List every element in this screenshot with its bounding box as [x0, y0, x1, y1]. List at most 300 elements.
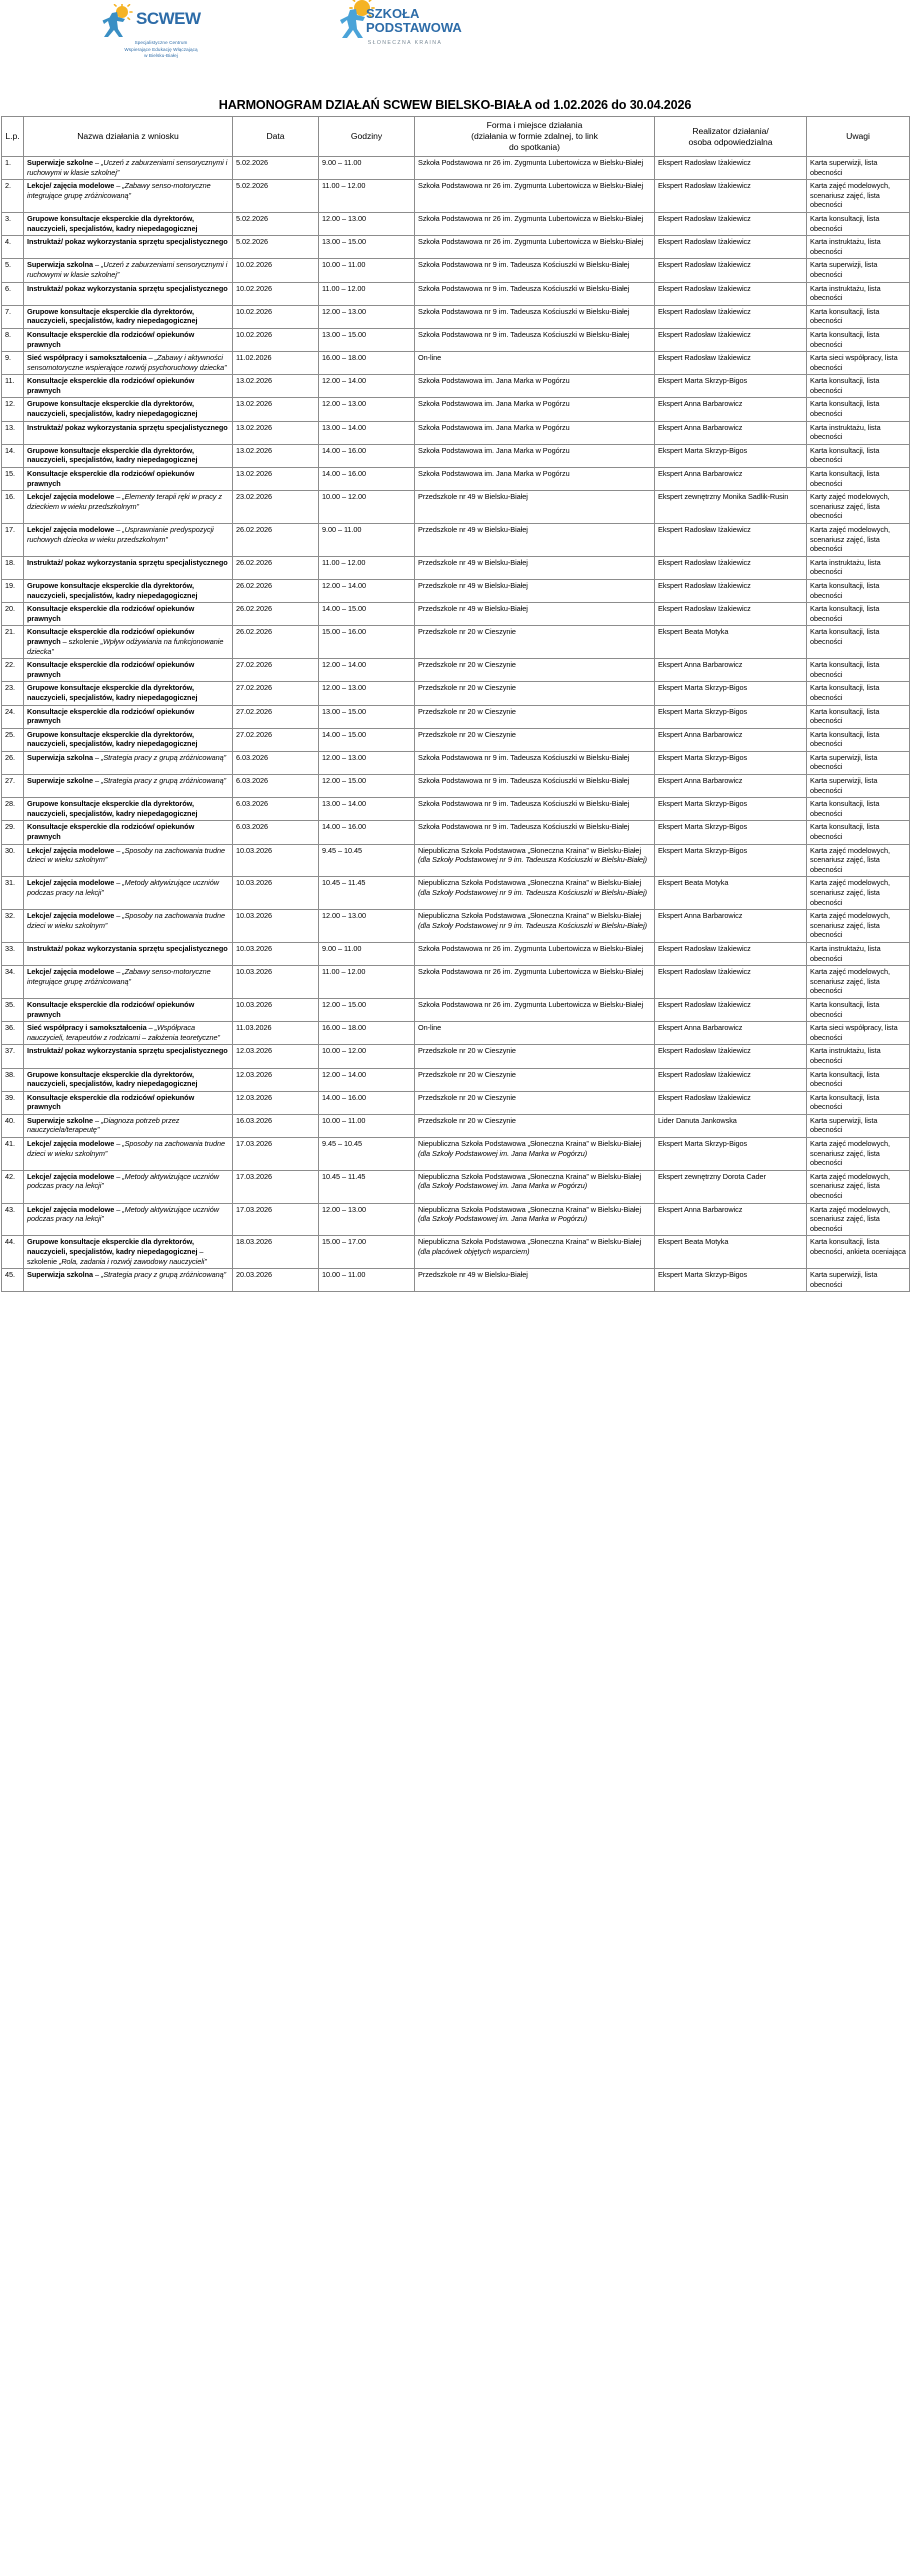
activity-name-dash: – — [93, 260, 101, 270]
activity-name-italic: „Uczeń z zaburzeniami sensorycznymi i ruchowymi w klasie szkolnej” — [27, 260, 228, 279]
activity-name-bold: Lekcje/ zajęcia modelowe — [27, 967, 115, 977]
svg-text:PODSTAWOWA: PODSTAWOWA — [366, 20, 462, 35]
form-location: Przedszkole nr 20 w Cieszynie — [418, 706, 516, 716]
cell-notes: Karta superwizji, lista obecności — [807, 157, 910, 180]
activity-name-bold: Lekcje/ zajęcia modelowe — [27, 878, 115, 888]
activity-name-italic: „Metody aktywizujące uczniów podczas pracy na lekcji” — [27, 1204, 219, 1224]
cell-realizer: Ekspert Radosław Iżakiewicz — [655, 236, 807, 259]
cell-form — [415, 798, 655, 821]
cell-date: 10.03.2026 — [233, 966, 319, 999]
activity-name-bold: Konsultacje eksperckie dla rodziców/ opiekunów prawnych — [27, 627, 195, 646]
cell-realizer: Ekspert Beata Motyka — [655, 877, 807, 910]
table-row — [2, 180, 910, 213]
cell-date: 20.03.2026 — [233, 1269, 319, 1292]
cell-notes: Karta zajęć modelowych, scenariusz zajęć, lista obecności — [807, 910, 910, 943]
cell-time: 9.45 – 10.45 — [319, 1138, 415, 1171]
cell-lp: 20. — [2, 603, 24, 626]
form-location: Szkoła Podstawowa im. Jana Marka w Pogórzu — [418, 422, 570, 432]
cell-notes: Karta konsultacji, lista obecności — [807, 375, 910, 398]
cell-name — [24, 157, 233, 180]
scwew-subtitle-line-2: Wspierające Edukację Włączającą — [124, 46, 198, 52]
cell-lp: 31. — [2, 877, 24, 910]
table-row — [2, 375, 910, 398]
table-row — [2, 942, 910, 965]
cell-lp: 35. — [2, 998, 24, 1021]
form-location-note: (dla Szkoły Podstawowej nr 9 im. Tadeusza Kościuszki w Bielsku-Białej) — [418, 855, 648, 865]
cell-time: 15.00 – 16.00 — [319, 626, 415, 659]
cell-time: 14.00 – 15.00 — [319, 603, 415, 626]
table-row — [2, 659, 910, 682]
cell-name — [24, 844, 233, 877]
cell-form — [415, 579, 655, 602]
cell-realizer: Ekspert Radosław Iżakiewicz — [655, 305, 807, 328]
cell-date: 6.03.2026 — [233, 798, 319, 821]
activity-name-bold: Lekcje/ zajęcia modelowe — [27, 845, 115, 855]
cell-notes: Karta superwizji, lista obecności — [807, 775, 910, 798]
table-row — [2, 212, 910, 235]
cell-notes: Karta konsultacji, lista obecności — [807, 659, 910, 682]
cell-date: 13.02.2026 — [233, 468, 319, 491]
activity-name-dash: – — [114, 525, 123, 534]
cell-name — [24, 491, 233, 524]
cell-lp: 43. — [2, 1203, 24, 1236]
table-row — [2, 1269, 910, 1292]
cell-name — [24, 1203, 233, 1236]
cell-time: 13.00 – 15.00 — [319, 236, 415, 259]
cell-realizer: Ekspert Radosław Iżakiewicz — [655, 1045, 807, 1068]
cell-name — [24, 1170, 233, 1203]
table-row — [2, 259, 910, 282]
cell-realizer: Ekspert Marta Skrzyp-Bigos — [655, 821, 807, 844]
cell-notes: Karta konsultacji, lista obecności — [807, 1091, 910, 1114]
cell-name — [24, 728, 233, 751]
cell-time: 16.00 – 18.00 — [319, 1022, 415, 1045]
form-location: Przedszkole nr 20 w Cieszynie — [418, 1069, 516, 1079]
activity-name-dash: – — [114, 1171, 123, 1181]
cell-name — [24, 1068, 233, 1091]
svg-text:SCWEW: SCWEW — [136, 9, 201, 28]
activity-name-bold: Konsultacje eksperckie dla rodziców/ opiekunów prawnych — [27, 329, 195, 349]
form-location: Niepubliczna Szkoła Podstawowa „Słoneczna Kraina” w Bielsku-Białej — [418, 1204, 642, 1214]
cell-lp: 28. — [2, 798, 24, 821]
cell-realizer: Ekspert Marta Skrzyp-Bigos — [655, 1138, 807, 1171]
cell-realizer: Ekspert Marta Skrzyp-Bigos — [655, 751, 807, 774]
cell-notes: Karta konsultacji, lista obecności — [807, 626, 910, 659]
cell-form — [415, 603, 655, 626]
cell-notes: Karta zajęć modelowych, scenariusz zajęć, lista obecności — [807, 180, 910, 213]
cell-time: 11.00 – 12.00 — [319, 180, 415, 213]
cell-date: 26.02.2026 — [233, 626, 319, 659]
cell-realizer: Ekspert Anna Barbarowicz — [655, 775, 807, 798]
cell-notes: Karta instruktażu, lista obecności — [807, 282, 910, 305]
cell-form — [415, 282, 655, 305]
activity-name-bold: Konsultacje eksperckie dla rodziców/ opiekunów prawnych — [27, 822, 195, 842]
table-row — [2, 751, 910, 774]
activity-name-italic: „Zabawy senso-motoryczne integrujące grupę zróżnicowaną” — [27, 967, 211, 986]
cell-realizer: Ekspert Radosław Iżakiewicz — [655, 966, 807, 999]
cell-time: 14.00 – 16.00 — [319, 468, 415, 491]
cell-date: 27.02.2026 — [233, 682, 319, 705]
cell-time: 15.00 – 17.00 — [319, 1236, 415, 1269]
form-location: Szkoła Podstawowa nr 9 im. Tadeusza Kościuszki w Bielsku-Białej — [418, 822, 630, 832]
activity-name-dash: – — [114, 967, 123, 977]
cell-realizer: Ekspert Radosław Iżakiewicz — [655, 998, 807, 1021]
cell-date: 12.03.2026 — [233, 1068, 319, 1091]
activity-name-bold: Lekcje/ zajęcia modelowe — [27, 492, 115, 502]
school-logo-icon — [330, 0, 480, 44]
cell-lp: 36. — [2, 1022, 24, 1045]
activity-name-italic: „Metody aktywizujące uczniów podczas pracy na lekcji” — [27, 1171, 219, 1191]
cell-date: 10.03.2026 — [233, 877, 319, 910]
cell-form — [415, 1068, 655, 1091]
cell-date: 10.03.2026 — [233, 910, 319, 943]
activity-name-italic: „Sposoby na zachowania trudne dzieci w wieku szkolnym” — [27, 1139, 225, 1158]
cell-name — [24, 375, 233, 398]
activity-name-bold: Grupowe konsultacje eksperckie dla dyrektorów, nauczycieli, specjalistów, kadry niepedagogicznej — [27, 1237, 198, 1256]
cell-lp: 15. — [2, 468, 24, 491]
cell-realizer: Ekspert Radosław Iżakiewicz — [655, 1091, 807, 1114]
cell-date: 10.02.2026 — [233, 328, 319, 351]
header-realizer-line-2: osoba odpowiedzialna — [688, 136, 773, 147]
table-row — [2, 524, 910, 557]
cell-lp: 33. — [2, 942, 24, 965]
table-row — [2, 705, 910, 728]
form-location: Przedszkole nr 49 w Bielsku-Białej — [418, 492, 528, 502]
cell-form — [415, 236, 655, 259]
activity-name-bold: Lekcje/ zajęcia modelowe — [27, 1139, 115, 1149]
scwew-subtitle-line-3: w Bielsku-Białej — [144, 53, 178, 59]
cell-form — [415, 998, 655, 1021]
table-row — [2, 282, 910, 305]
cell-notes: Karta instruktażu, lista obecności — [807, 942, 910, 965]
form-location: Szkoła Podstawowa nr 26 im. Zygmunta Lubertowicza w Bielsku-Białej — [418, 943, 644, 953]
activity-name-italic: „Strategia pracy z grupą zróżnicowaną” — [100, 752, 227, 762]
activity-name-italic: „Zabawy i aktywności sensomotoryczne wspierające rozwój psychoruchowy dziecka” — [27, 353, 227, 372]
cell-notes: Karta instruktażu, lista obecności — [807, 1045, 910, 1068]
activity-name-bold: Sieć współpracy i samokształcenia — [27, 1023, 147, 1033]
cell-lp: 40. — [2, 1114, 24, 1137]
table-row — [2, 1203, 910, 1236]
cell-notes: Karta zajęć modelowych, scenariusz zajęć, lista obecności — [807, 1138, 910, 1171]
cell-date: 17.03.2026 — [233, 1170, 319, 1203]
cell-lp: 1. — [2, 157, 24, 180]
cell-form — [415, 844, 655, 877]
cell-form — [415, 910, 655, 943]
cell-name — [24, 524, 233, 557]
cell-notes: Karta instruktażu, lista obecności — [807, 556, 910, 579]
form-location: Niepubliczna Szkoła Podstawowa „Słoneczna Kraina” w Bielsku-Białej — [418, 1237, 642, 1247]
form-location: Szkoła Podstawowa nr 9 im. Tadeusza Kościuszki w Bielsku-Białej — [418, 306, 630, 316]
table-row — [2, 877, 910, 910]
cell-form — [415, 1203, 655, 1236]
form-location: Przedszkole nr 49 w Bielsku-Białej — [418, 580, 528, 590]
cell-realizer: Ekspert Radosław Iżakiewicz — [655, 328, 807, 351]
cell-time: 9.00 – 11.00 — [319, 942, 415, 965]
activity-name-bold: Konsultacje eksperckie dla rodziców/ opiekunów prawnych — [27, 469, 195, 488]
table-row — [2, 157, 910, 180]
cell-name — [24, 775, 233, 798]
cell-realizer: Ekspert Beata Motyka — [655, 1236, 807, 1269]
cell-time: 16.00 – 18.00 — [319, 352, 415, 375]
form-location: Przedszkole nr 49 w Bielsku-Białej — [418, 557, 528, 567]
table-row — [2, 626, 910, 659]
header-date: Data — [233, 117, 319, 157]
cell-lp: 8. — [2, 328, 24, 351]
cell-form — [415, 942, 655, 965]
cell-lp: 26. — [2, 751, 24, 774]
cell-lp: 18. — [2, 556, 24, 579]
cell-form — [415, 305, 655, 328]
table-row — [2, 1022, 910, 1045]
activity-name-italic: „Sposoby na zachowania trudne dzieci w wieku szkolnym” — [27, 845, 225, 865]
cell-notes: Karta konsultacji, lista obecności — [807, 579, 910, 602]
activity-name-bold: Instruktaż/ pokaz wykorzystania sprzętu specjalistycznego — [27, 1046, 228, 1056]
cell-name — [24, 1114, 233, 1137]
cell-notes: Karta zajęć modelowych, scenariusz zajęć, lista obecności — [807, 524, 910, 557]
cell-lp: 24. — [2, 705, 24, 728]
form-location-note: (dla Szkoły Podstawowej im. Jana Marka w Pogórzu) — [418, 1214, 588, 1224]
cell-form — [415, 659, 655, 682]
cell-date: 12.03.2026 — [233, 1045, 319, 1068]
cell-notes: Karta sieci współpracy, lista obecności — [807, 1022, 910, 1045]
table-row — [2, 579, 910, 602]
table-row — [2, 1045, 910, 1068]
activity-name-bold: Konsultacje eksperckie dla rodziców/ opiekunów prawnych — [27, 706, 195, 726]
form-location: Przedszkole nr 20 w Cieszynie — [418, 1092, 516, 1102]
table-row — [2, 798, 910, 821]
cell-date: 26.02.2026 — [233, 556, 319, 579]
activity-name-italic: „Strategia pracy z grupą zróżnicowaną” — [100, 1270, 227, 1280]
cell-name — [24, 1045, 233, 1068]
cell-name — [24, 603, 233, 626]
form-location: Szkoła Podstawowa nr 9 im. Tadeusza Kościuszki w Bielsku-Białej — [418, 799, 630, 809]
cell-time: 12.00 – 13.00 — [319, 398, 415, 421]
cell-notes: Karta sieci współpracy, lista obecności — [807, 352, 910, 375]
activity-name-dash: – — [114, 1139, 123, 1149]
cell-name — [24, 877, 233, 910]
cell-form — [415, 877, 655, 910]
cell-name — [24, 282, 233, 305]
cell-time: 10.45 – 11.45 — [319, 1170, 415, 1203]
form-location: Szkoła Podstawowa nr 26 im. Zygmunta Lubertowicza w Bielsku-Białej — [418, 213, 644, 223]
cell-realizer: Ekspert Radosław Iżakiewicz — [655, 1068, 807, 1091]
activity-name-bold: Konsultacje eksperckie dla rodziców/ opiekunów prawnych — [27, 999, 195, 1019]
cell-lp: 32. — [2, 910, 24, 943]
header-form-line-3: do spotkania) — [509, 142, 560, 152]
form-location: Szkoła Podstawowa im. Jana Marka w Pogórzu — [418, 469, 570, 479]
cell-notes: Karta konsultacji, lista obecności — [807, 398, 910, 421]
header-lp: L.p. — [2, 117, 24, 157]
activity-name-tail: szkolenie — [27, 1256, 59, 1266]
cell-time: 12.00 – 13.00 — [319, 305, 415, 328]
table-row — [2, 821, 910, 844]
cell-time: 12.00 – 13.00 — [319, 1203, 415, 1236]
cell-date: 10.02.2026 — [233, 282, 319, 305]
cell-notes: Karta konsultacji, lista obecności — [807, 444, 910, 467]
activity-name-bold: Instruktaż/ pokaz wykorzystania sprzętu specjalistycznego — [27, 237, 228, 247]
cell-name — [24, 942, 233, 965]
cell-name — [24, 444, 233, 467]
cell-form — [415, 1170, 655, 1203]
activity-name-italic: „Strategia pracy z grupą zróżnicowaną” — [100, 776, 227, 786]
cell-time: 12.00 – 14.00 — [319, 659, 415, 682]
table-row — [2, 398, 910, 421]
cell-lp: 42. — [2, 1170, 24, 1203]
activity-name-bold: Grupowe konsultacje eksperckie dla dyrektorów, nauczycieli, specjalistów, kadry niepedagogicznej — [27, 799, 198, 818]
cell-name — [24, 259, 233, 282]
cell-notes: Karta konsultacji, lista obecności — [807, 468, 910, 491]
cell-notes: Karta konsultacji, lista obecności — [807, 728, 910, 751]
cell-form — [415, 1269, 655, 1292]
activity-name-bold: Grupowe konsultacje eksperckie dla dyrektorów, nauczycieli, specjalistów, kadry niepedagogicznej — [27, 729, 198, 749]
cell-notes: Karta superwizji, lista obecności — [807, 751, 910, 774]
cell-lp: 11. — [2, 375, 24, 398]
activity-name-italic: „Elementy terapii ręki w pracy z dzieckiem w wieku przedszkolnym” — [27, 492, 222, 511]
cell-notes: Karta superwizji, lista obecności — [807, 1269, 910, 1292]
cell-realizer: Ekspert Radosław Iżakiewicz — [655, 352, 807, 375]
cell-form — [415, 259, 655, 282]
activity-name-italic: „Rola, zadania i rozwój zawodowy nauczycieli” — [58, 1256, 207, 1266]
form-location: Przedszkole nr 20 w Cieszynie — [418, 683, 516, 693]
cell-time: 12.00 – 13.00 — [319, 212, 415, 235]
cell-notes: Karta superwizji, lista obecności — [807, 1114, 910, 1137]
cell-time: 14.00 – 16.00 — [319, 821, 415, 844]
form-location: On-line — [418, 353, 442, 363]
form-location: Szkoła Podstawowa nr 26 im. Zygmunta Lubertowicza w Bielsku-Białej — [418, 999, 644, 1009]
cell-form — [415, 775, 655, 798]
cell-realizer: Ekspert Anna Barbarowicz — [655, 1022, 807, 1045]
cell-date: 5.02.2026 — [233, 180, 319, 213]
activity-name-dash: – — [114, 181, 123, 191]
cell-form — [415, 491, 655, 524]
cell-lp: 16. — [2, 491, 24, 524]
cell-realizer: Ekspert Radosław Iżakiewicz — [655, 556, 807, 579]
cell-lp: 3. — [2, 212, 24, 235]
cell-lp: 25. — [2, 728, 24, 751]
cell-name — [24, 1269, 233, 1292]
cell-form — [415, 444, 655, 467]
activity-name-italic: „Metody aktywizujące uczniów podczas pracy na lekcji” — [27, 878, 219, 897]
cell-name — [24, 579, 233, 602]
table-row — [2, 1236, 910, 1269]
activity-name-italic: „Sposoby na zachowania trudne dzieci w wieku szkolnym” — [27, 911, 225, 930]
form-location: Szkoła Podstawowa nr 9 im. Tadeusza Kościuszki w Bielsku-Białej — [418, 776, 630, 786]
cell-form — [415, 682, 655, 705]
cell-form — [415, 1114, 655, 1137]
cell-name — [24, 751, 233, 774]
table-row — [2, 728, 910, 751]
cell-realizer: Ekspert Radosław Iżakiewicz — [655, 524, 807, 557]
cell-form — [415, 966, 655, 999]
logo-band — [0, 0, 910, 98]
cell-date: 13.02.2026 — [233, 398, 319, 421]
scwew-subtitle-line-1: Specjalistyczne Centrum — [134, 40, 188, 45]
school-logo — [330, 4, 480, 46]
activity-name-bold: Instruktaż/ pokaz wykorzystania sprzętu specjalistycznego — [27, 557, 228, 567]
cell-name — [24, 236, 233, 259]
cell-realizer: Ekspert Radosław Iżakiewicz — [655, 259, 807, 282]
cell-date: 18.03.2026 — [233, 1236, 319, 1269]
cell-notes: Karta konsultacji, lista obecności — [807, 821, 910, 844]
cell-form — [415, 1045, 655, 1068]
activity-name-bold: Superwizja szkolna — [27, 1270, 94, 1280]
table-row — [2, 844, 910, 877]
table-row — [2, 775, 910, 798]
cell-time: 14.00 – 16.00 — [319, 1091, 415, 1114]
table-row — [2, 1068, 910, 1091]
cell-time: 9.00 – 11.00 — [319, 524, 415, 557]
activity-name-italic: „Zabawy senso-motoryczne integrujące grupę zróżnicowaną” — [27, 181, 211, 200]
cell-time: 12.00 – 13.00 — [319, 751, 415, 774]
form-location: Przedszkole nr 49 w Bielsku-Białej — [418, 525, 528, 534]
activity-name-bold: Grupowe konsultacje eksperckie dla dyrektorów, nauczycieli, specjalistów, kadry niepedagogicznej — [27, 213, 198, 233]
cell-realizer: Ekspert Anna Barbarowicz — [655, 398, 807, 421]
table-row — [2, 444, 910, 467]
cell-lp: 13. — [2, 421, 24, 444]
cell-realizer: Ekspert Anna Barbarowicz — [655, 468, 807, 491]
cell-name — [24, 398, 233, 421]
cell-realizer: Ekspert Marta Skrzyp-Bigos — [655, 682, 807, 705]
cell-lp: 2. — [2, 180, 24, 213]
cell-lp: 27. — [2, 775, 24, 798]
activity-name-bold: Konsultacje eksperckie dla rodziców/ opiekunów prawnych — [27, 604, 195, 623]
cell-time: 13.00 – 15.00 — [319, 705, 415, 728]
cell-lp: 5. — [2, 259, 24, 282]
cell-name — [24, 798, 233, 821]
header-realizer — [655, 117, 807, 157]
cell-time: 14.00 – 15.00 — [319, 728, 415, 751]
cell-realizer: Ekspert Beata Motyka — [655, 626, 807, 659]
cell-form — [415, 751, 655, 774]
cell-form — [415, 375, 655, 398]
cell-realizer: Ekspert Anna Barbarowicz — [655, 421, 807, 444]
cell-notes: Karta konsultacji, lista obecności — [807, 603, 910, 626]
cell-name — [24, 1236, 233, 1269]
form-location: Przedszkole nr 20 w Cieszynie — [418, 1046, 516, 1056]
cell-lp: 12. — [2, 398, 24, 421]
cell-name — [24, 659, 233, 682]
form-location-note: (dla Szkoły Podstawowej im. Jana Marka w Pogórzu) — [418, 1181, 588, 1191]
activity-name-italic: „Usprawnianie predyspozycji ruchowych dziecka w wieku przedszkolnym” — [27, 525, 214, 544]
cell-notes: Karta konsultacji, lista obecności — [807, 798, 910, 821]
cell-name — [24, 682, 233, 705]
activity-name-bold: Konsultacje eksperckie dla rodziców/ opiekunów prawnych — [27, 1092, 195, 1112]
form-location: Szkoła Podstawowa nr 9 im. Tadeusza Kościuszki w Bielsku-Białej — [418, 283, 630, 293]
table-row — [2, 556, 910, 579]
cell-realizer: Ekspert zewnętrzny Monika Sadlik-Rusin — [655, 491, 807, 524]
scwew-logo-mark — [96, 4, 226, 38]
cell-date: 27.02.2026 — [233, 659, 319, 682]
cell-lp: 19. — [2, 579, 24, 602]
cell-time: 12.00 – 15.00 — [319, 775, 415, 798]
cell-lp: 34. — [2, 966, 24, 999]
cell-time: 11.00 – 12.00 — [319, 966, 415, 999]
cell-realizer: Ekspert Radosław Iżakiewicz — [655, 157, 807, 180]
cell-form — [415, 705, 655, 728]
cell-date: 26.02.2026 — [233, 579, 319, 602]
cell-time: 12.00 – 13.00 — [319, 682, 415, 705]
cell-name — [24, 705, 233, 728]
activity-name-dash: – — [93, 776, 101, 786]
form-location: Szkoła Podstawowa nr 9 im. Tadeusza Kościuszki w Bielsku-Białej — [418, 752, 630, 762]
activity-name-bold: Grupowe konsultacje eksperckie dla dyrektorów, nauczycieli, specjalistów, kadry niepedagogicznej — [27, 580, 198, 600]
cell-date: 10.02.2026 — [233, 305, 319, 328]
cell-form — [415, 821, 655, 844]
cell-realizer: Ekspert Radosław Iżakiewicz — [655, 942, 807, 965]
cell-lp: 30. — [2, 844, 24, 877]
schedule-table-header — [2, 117, 910, 157]
cell-name — [24, 180, 233, 213]
